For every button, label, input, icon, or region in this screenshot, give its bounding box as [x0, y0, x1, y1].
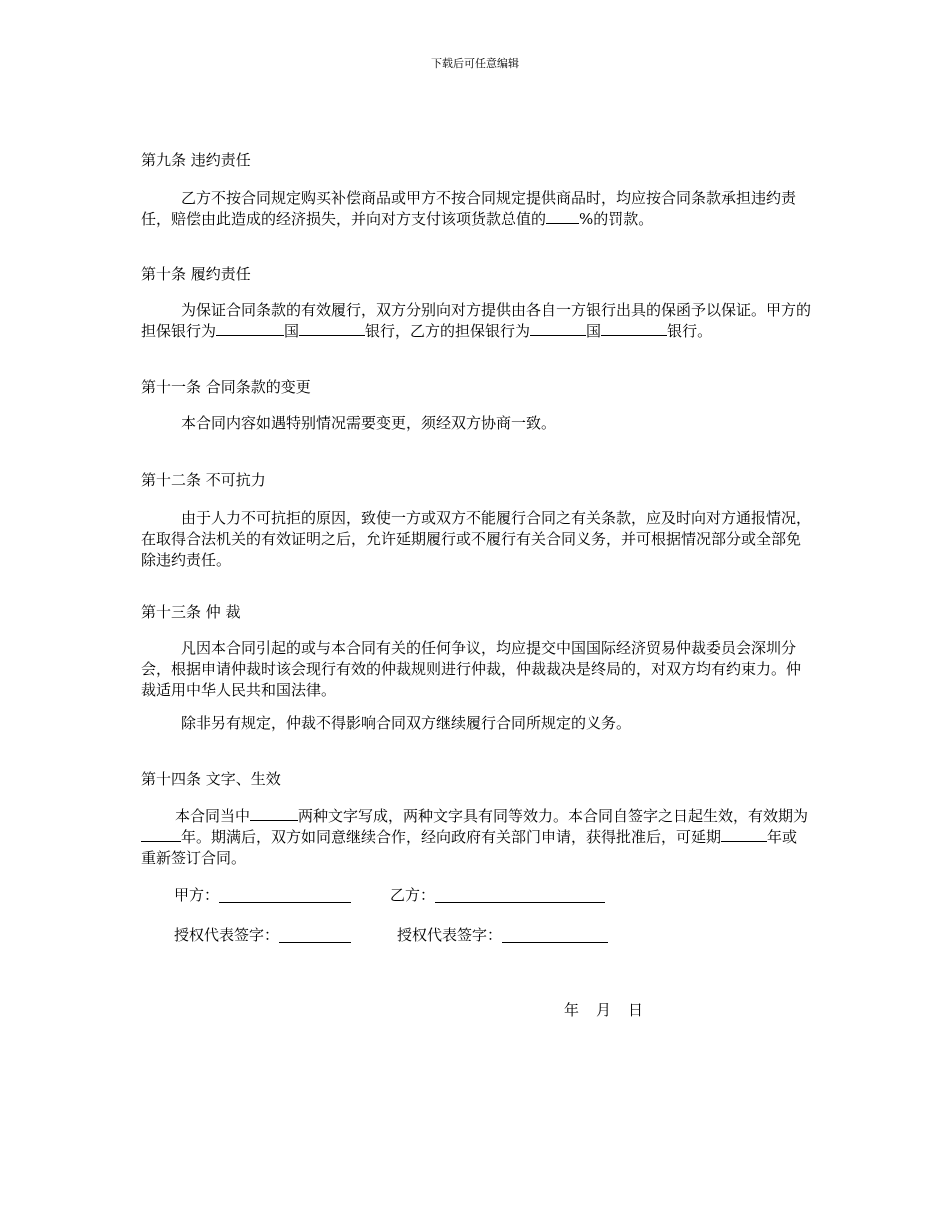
- article-10-body: [141, 300, 811, 342]
- validity-years-blank[interactable]: [141, 827, 181, 842]
- article-10-text-d: 国: [586, 322, 602, 340]
- date-day: 日: [628, 1001, 644, 1019]
- article-10-title: 第十条 履约责任: [141, 265, 251, 283]
- article-14-text-c: 年。期满后，双方如同意继续合作，经向政府有关部门申请，获得批准后，可延期: [181, 828, 722, 846]
- article-9-text-b: %的罚款。: [579, 210, 654, 228]
- extension-years-blank[interactable]: [721, 827, 767, 842]
- article-10-paragraph: [141, 300, 811, 342]
- party-a-rep-label: 授权代表签字：: [174, 926, 280, 944]
- party-a-rep-row: [174, 925, 351, 945]
- article-9-text-a: 乙方不按合同规定购买补偿商品或甲方不按合同规定提供商品时，均应按合同条款承担违约责任，赔偿由此造成的经济损失，并向对方支付该项货款总值的: [141, 189, 797, 228]
- article-13-body: [141, 638, 811, 701]
- date-month: 月: [596, 1001, 612, 1019]
- party-a-bank-country-blank[interactable]: [216, 321, 284, 336]
- header-note: 下载后可任意编辑: [431, 57, 519, 70]
- party-a-label: 甲方：: [174, 886, 220, 904]
- article-12-body: [141, 508, 811, 571]
- party-b-bank-name-blank[interactable]: [601, 321, 667, 336]
- article-13-title: 第十三条 仲 裁: [141, 603, 241, 621]
- article-14-text-a: 本合同当中: [175, 807, 251, 825]
- article-14-paragraph: [141, 806, 811, 869]
- article-10-text-e: 银行。: [667, 322, 713, 340]
- article-9-paragraph: [141, 188, 811, 230]
- party-a-row: [174, 885, 351, 905]
- article-12-title: 第十二条 不可抗力: [141, 471, 266, 489]
- article-9-body: [141, 188, 811, 230]
- article-11-title: 第十一条 合同条款的变更: [141, 378, 311, 396]
- party-a-bank-name-blank[interactable]: [299, 321, 365, 336]
- party-b-bank-country-blank[interactable]: [530, 321, 586, 336]
- article-10-text-c: 银行，乙方的担保银行为: [365, 322, 531, 340]
- article-11-paragraph: 本合同内容如遇特别情况需要变更，须经双方协商一致。: [181, 414, 557, 432]
- party-b-rep-signature-line[interactable]: [502, 927, 608, 943]
- article-10-text-b: 国: [284, 322, 300, 340]
- party-b-rep-row: [397, 925, 608, 945]
- party-a-rep-signature-line[interactable]: [279, 927, 351, 943]
- article-9-title: 第九条 违约责任: [141, 151, 251, 169]
- article-14-text-d: 年或重新签订合同。: [141, 828, 798, 867]
- party-a-signature-line[interactable]: [219, 887, 351, 903]
- article-14-body: [141, 806, 811, 869]
- party-b-signature-line[interactable]: [435, 887, 605, 903]
- party-b-rep-label: 授权代表签字：: [397, 926, 503, 944]
- date-year: 年: [564, 1001, 580, 1019]
- penalty-percent-blank[interactable]: [546, 209, 579, 224]
- article-13-paragraph-2: 除非另有规定，仲裁不得影响合同双方继续履行合同所规定的义务。: [181, 714, 632, 732]
- article-10-text-a: 为保证合同条款的有效履行，双方分别向对方提供由各自一方银行出具的保函予以保证。甲方的担保银行为: [141, 301, 812, 340]
- article-13-body-2: [141, 713, 811, 734]
- article-11-body: [141, 413, 811, 434]
- article-14-title: 第十四条 文字、生效: [141, 770, 281, 788]
- article-14-text-b: 两种文字写成，两种文字具有同等效力。本合同自签字之日起生效，有效期为: [298, 807, 809, 825]
- article-12-paragraph: 由于人力不可抗拒的原因，致使一方或双方不能履行合同之有关条款，应及时向对方通报情况，在取得合法机关的有效证明之后，允许延期履行或不履行有关合同义务，并可根据情况部分或全部免除违约责任。: [141, 509, 812, 569]
- party-b-label: 乙方：: [390, 886, 436, 904]
- date-row: [564, 1000, 643, 1020]
- article-13-paragraph-1: 凡因本合同引起的或与本合同有关的任何争议，均应提交中国国际经济贸易仲裁委员会深圳分会，根据申请仲裁时该会现行有效的仲裁规则进行仲裁，仲裁裁决是终局的，对双方均有约束力。仲裁适用中华人民共和国法律。: [141, 639, 802, 699]
- party-b-row: [390, 885, 605, 905]
- languages-blank[interactable]: [250, 806, 298, 821]
